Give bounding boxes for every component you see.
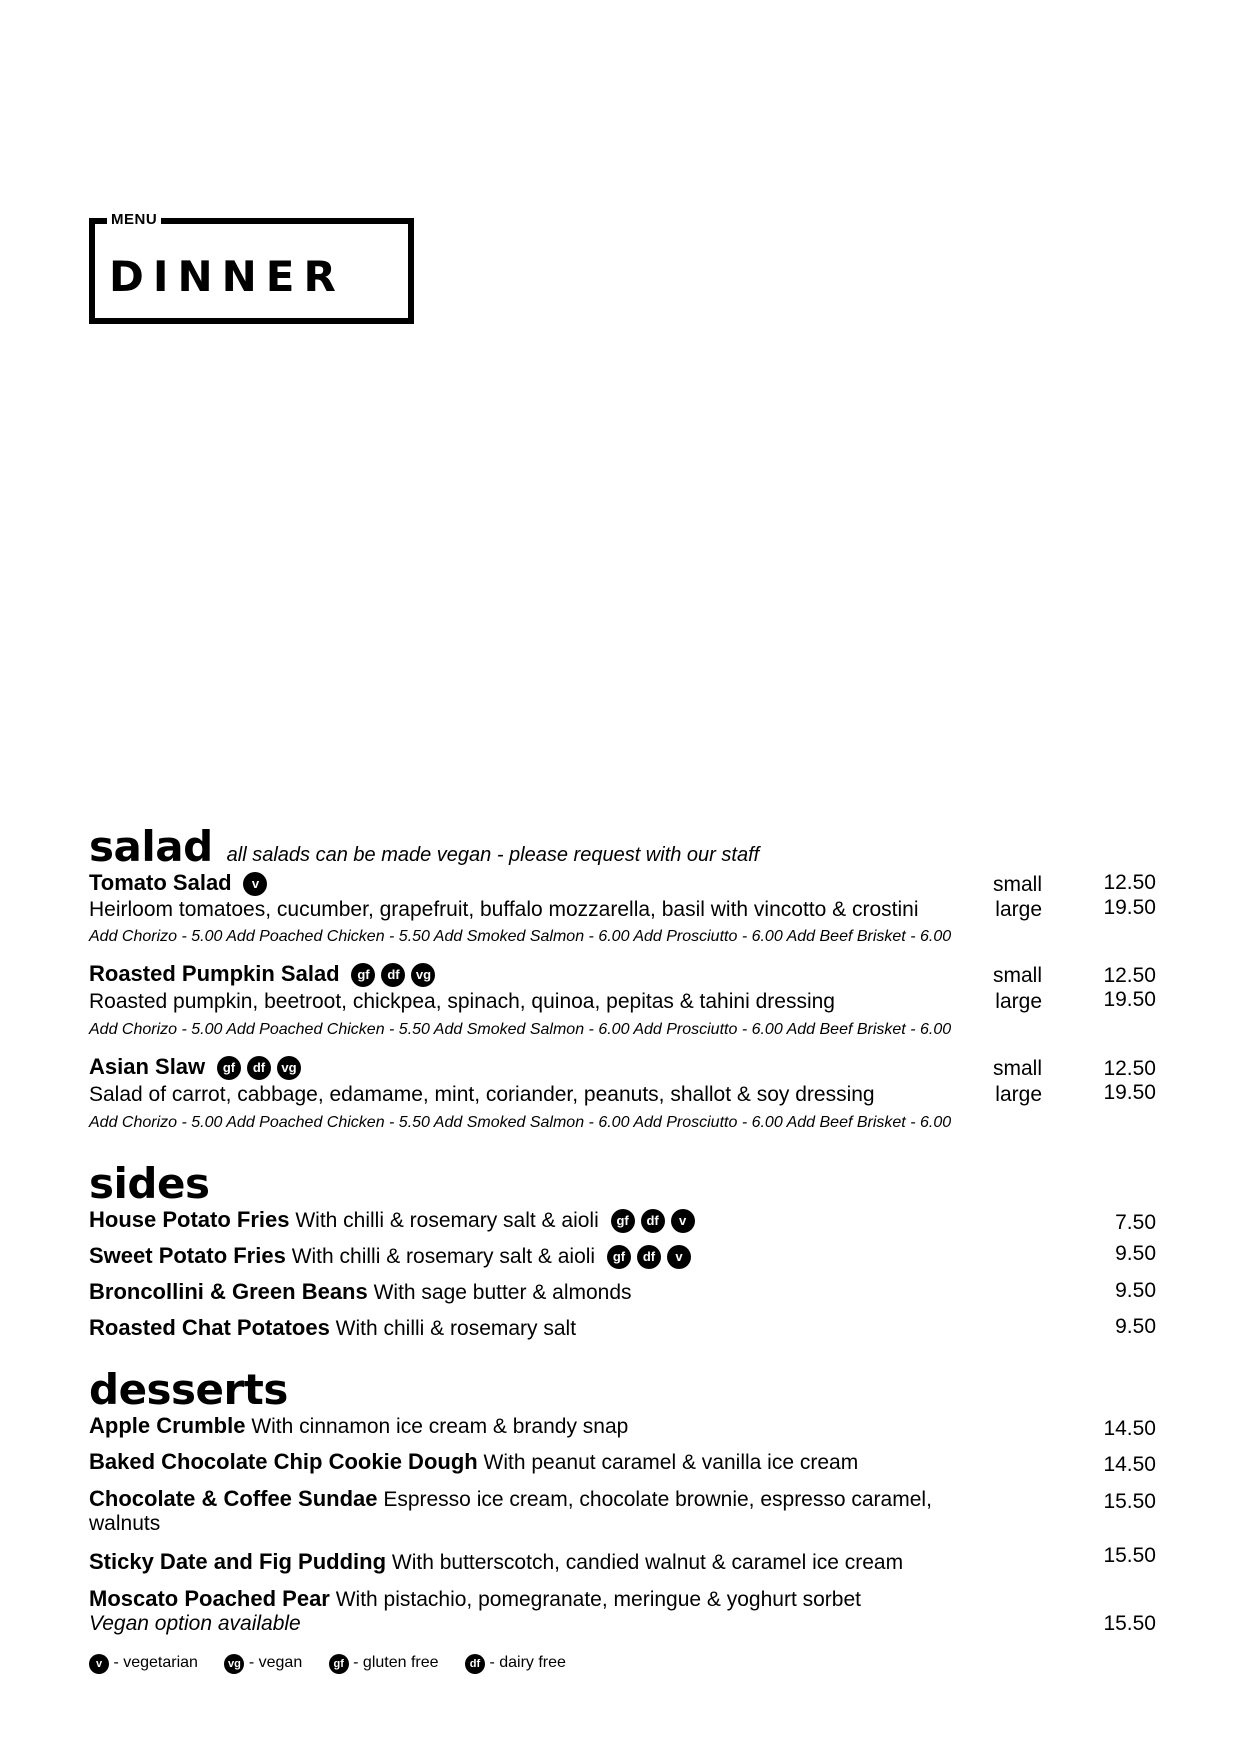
- price: 15.50: [1103, 1544, 1156, 1567]
- dish-name: Apple Crumble: [89, 1413, 246, 1438]
- price: 9.50: [1115, 1242, 1156, 1265]
- menu-label: MENU: [107, 211, 161, 228]
- price: 9.50: [1115, 1315, 1156, 1338]
- dessert-item: [89, 1451, 858, 1473]
- dish-addons: Add Chorizo - 5.00 Add Poached Chicken - 5.50 Add Smoked Salmon - 6.00 Add Prosciutto - 6.00 Add Beef Brisket - 6.00: [89, 1114, 952, 1131]
- dish-name: Broncollini & Green Beans: [89, 1279, 368, 1304]
- sides-heading: sides: [89, 1159, 210, 1208]
- legend-item-dairy-free: [465, 1654, 566, 1671]
- price: 14.50: [1103, 1453, 1156, 1476]
- price: 14.50: [1103, 1417, 1156, 1440]
- price: 19.50: [1103, 1081, 1156, 1104]
- dish-name: Baked Chocolate Chip Cookie Dough: [89, 1449, 478, 1474]
- size-label: small: [992, 1057, 1042, 1080]
- side-item: [89, 1209, 695, 1233]
- menu-item-name-line: [89, 872, 267, 896]
- dish-description: With sage butter & almonds: [373, 1281, 632, 1304]
- price: 15.50: [1103, 1612, 1156, 1635]
- price: 12.50: [1103, 964, 1156, 987]
- dish-name: Roasted Pumpkin Salad: [89, 961, 340, 986]
- legend-item-gluten-free: [329, 1654, 439, 1671]
- legend-label: - vegan: [248, 1654, 303, 1671]
- dish-description-continued: walnuts: [89, 1512, 161, 1535]
- dish-description: With peanut caramel & vanilla ice cream: [483, 1451, 859, 1474]
- dish-description: Roasted pumpkin, beetroot, chickpea, spinach, quinoa, pepitas & tahini dressing: [89, 990, 835, 1013]
- dessert-item: [89, 1588, 861, 1610]
- size-label: small: [992, 964, 1042, 987]
- menu-item-name-line: [89, 963, 435, 987]
- dish-description: Heirloom tomatoes, cucumber, grapefruit, buffalo mozzarella, basil with vincotto & crostini: [89, 898, 919, 921]
- size-label: large: [995, 898, 1042, 921]
- dish-name: Asian Slaw: [89, 1054, 206, 1079]
- vegan-badge-icon: vg: [411, 963, 435, 987]
- size-label: large: [995, 1083, 1042, 1106]
- dietary-legend: [89, 1654, 588, 1674]
- dish-description: With cinnamon ice cream & brandy snap: [251, 1415, 629, 1438]
- dish-addons: Add Chorizo - 5.00 Add Poached Chicken - 5.50 Add Smoked Salmon - 6.00 Add Prosciutto - 6.00 Add Beef Brisket - 6.00: [89, 928, 952, 945]
- side-item: [89, 1245, 691, 1269]
- dish-description: With chilli & rosemary salt & aioli: [295, 1209, 599, 1232]
- vegetarian-badge-icon: v: [243, 872, 267, 896]
- dish-description: With chilli & rosemary salt: [335, 1317, 577, 1340]
- dessert-item: [89, 1415, 628, 1437]
- size-label: small: [992, 873, 1042, 896]
- price: 12.50: [1103, 1057, 1156, 1080]
- dairy-free-badge-icon: df: [247, 1056, 271, 1080]
- dish-name: House Potato Fries: [89, 1207, 290, 1232]
- menu-item-name-line: [89, 1056, 301, 1080]
- page-title: DINNER: [109, 252, 345, 301]
- dish-name: Roasted Chat Potatoes: [89, 1315, 330, 1340]
- dish-description: With butterscotch, candied walnut & caramel ice cream: [391, 1551, 904, 1574]
- dish-addons: Add Chorizo - 5.00 Add Poached Chicken - 5.50 Add Smoked Salmon - 6.00 Add Prosciutto - 6.00 Add Beef Brisket - 6.00: [89, 1021, 952, 1038]
- vegetarian-badge-icon: v: [671, 1209, 695, 1233]
- size-label: large: [995, 990, 1042, 1013]
- dairy-free-badge-icon: df: [465, 1654, 485, 1674]
- price: 19.50: [1103, 896, 1156, 919]
- gluten-free-badge-icon: gf: [351, 963, 375, 987]
- legend-item-vegan: [224, 1654, 302, 1671]
- price: 15.50: [1103, 1490, 1156, 1513]
- dish-name: Sweet Potato Fries: [89, 1243, 286, 1268]
- price: 7.50: [1115, 1211, 1156, 1234]
- desserts-heading: desserts: [89, 1365, 288, 1414]
- vegetarian-badge-icon: v: [667, 1245, 691, 1269]
- gluten-free-badge-icon: gf: [607, 1245, 631, 1269]
- salad-note: all salads can be made vegan - please request with our staff: [226, 844, 760, 866]
- legend-item-vegetarian: [89, 1654, 198, 1671]
- dish-name: Sticky Date and Fig Pudding: [89, 1549, 387, 1574]
- dish-description: With chilli & rosemary salt & aioli: [291, 1245, 596, 1268]
- dish-note: Vegan option available: [89, 1612, 301, 1635]
- price: 12.50: [1103, 871, 1156, 894]
- gluten-free-badge-icon: gf: [611, 1209, 635, 1233]
- price: 19.50: [1103, 988, 1156, 1011]
- dish-description: Espresso ice cream, chocolate brownie, espresso caramel,: [383, 1488, 932, 1511]
- gluten-free-badge-icon: gf: [329, 1654, 349, 1674]
- gluten-free-badge-icon: gf: [217, 1056, 241, 1080]
- price: 9.50: [1115, 1279, 1156, 1302]
- dish-name: Moscato Poached Pear: [89, 1586, 330, 1611]
- dish-description: Salad of carrot, cabbage, edamame, mint, coriander, peanuts, shallot & soy dressing: [89, 1083, 875, 1106]
- legend-label: - dairy free: [489, 1654, 566, 1671]
- vegan-badge-icon: vg: [277, 1056, 301, 1080]
- legend-label: - gluten free: [353, 1654, 439, 1671]
- dairy-free-badge-icon: df: [637, 1245, 661, 1269]
- vegetarian-badge-icon: v: [89, 1654, 109, 1674]
- dish-name: Tomato Salad: [89, 870, 232, 895]
- vegan-badge-icon: vg: [224, 1654, 244, 1674]
- dairy-free-badge-icon: df: [641, 1209, 665, 1233]
- legend-label: - vegetarian: [113, 1654, 198, 1671]
- dish-name: Chocolate & Coffee Sundae: [89, 1486, 378, 1511]
- menu-header-box: [89, 211, 414, 324]
- salad-heading: [89, 822, 760, 871]
- salad-heading-text: salad: [89, 822, 213, 871]
- dairy-free-badge-icon: df: [381, 963, 405, 987]
- dessert-item: [89, 1551, 903, 1573]
- side-item: [89, 1281, 632, 1303]
- dessert-item: [89, 1488, 932, 1510]
- side-item: [89, 1317, 576, 1339]
- dish-description: With pistachio, pomegranate, meringue & yoghurt sorbet: [335, 1588, 861, 1611]
